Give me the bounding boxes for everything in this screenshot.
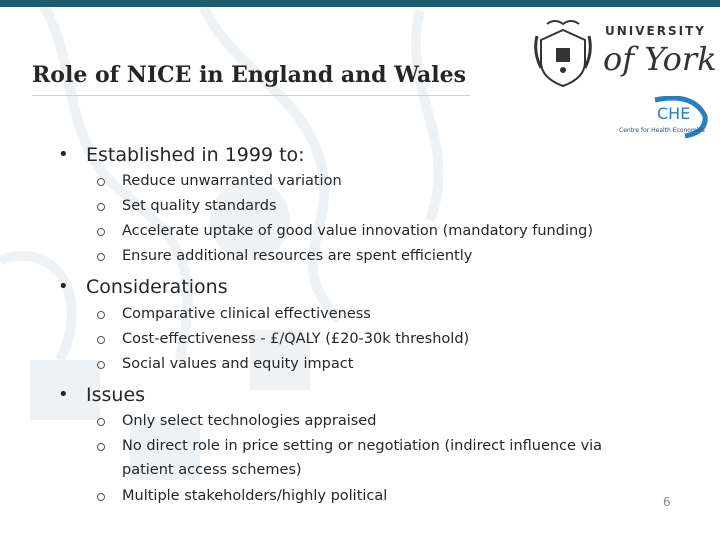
section-heading: Issues <box>86 384 146 406</box>
che-tagline: Centre for Health Economics <box>619 127 705 134</box>
university-crest-icon <box>533 18 593 88</box>
list-item: Ensure additional resources are spent efficiently <box>122 248 473 264</box>
list-item: Set quality standards <box>122 198 277 214</box>
section-heading: Considerations <box>86 276 228 298</box>
circle-bullet-icon <box>97 253 105 261</box>
list-item: Comparative clinical effectiveness <box>122 306 371 322</box>
list-item: No direct role in price setting or negotiation (indirect influence via <box>122 438 603 454</box>
list-item: Reduce unwarranted variation <box>122 173 342 189</box>
circle-bullet-icon <box>97 178 105 186</box>
title-divider <box>32 95 470 96</box>
bullet-icon: • <box>58 276 69 297</box>
bullet-icon: • <box>58 384 69 405</box>
university-wordmark: UNIVERSITY <box>605 24 706 38</box>
circle-bullet-icon <box>97 311 105 319</box>
list-item: Multiple stakeholders/highly political <box>122 488 388 504</box>
list-item: Cost-effectiveness - £/QALY (£20-30k threshold) <box>122 331 470 347</box>
circle-bullet-icon <box>97 361 105 369</box>
circle-bullet-icon <box>97 228 105 236</box>
circle-bullet-icon <box>97 203 105 211</box>
list-item: Social values and equity impact <box>122 356 354 372</box>
circle-bullet-icon <box>97 336 105 344</box>
page-number: 6 <box>663 495 671 509</box>
list-item: Accelerate uptake of good value innovation (mandatory funding) <box>122 223 594 239</box>
circle-bullet-icon <box>97 493 105 501</box>
university-of-york-logo <box>533 18 717 88</box>
york-wordmark: of York <box>603 40 717 78</box>
section-heading: Established in 1999 to: <box>86 144 305 166</box>
circle-bullet-icon <box>97 443 105 451</box>
list-item-continuation: patient access schemes) <box>122 462 302 478</box>
list-item: Only select technologies appraised <box>122 413 377 429</box>
circle-bullet-icon <box>97 418 105 426</box>
che-acronym: CHE <box>657 104 691 123</box>
slide-title: Role of NICE in England and Wales <box>32 62 466 88</box>
che-logo <box>615 96 708 142</box>
bullet-icon: • <box>58 144 69 165</box>
